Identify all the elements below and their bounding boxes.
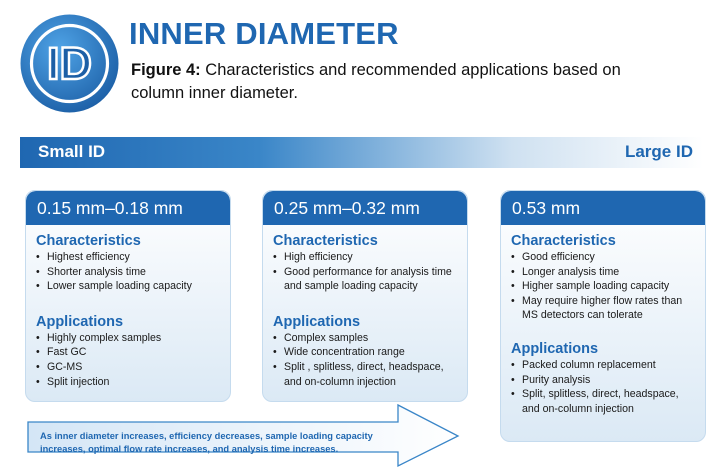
list-item: • Highest efficiency	[36, 250, 220, 265]
applications-list	[273, 331, 457, 389]
list-item: • Split , splitless, direct, headspace, and on-column injection	[273, 360, 457, 389]
list-item: • Split, splitless, direct, headspace, and on-column injection	[511, 387, 695, 416]
card-large-id	[500, 190, 706, 442]
list-item: • Lower sample loading capacity	[36, 279, 220, 294]
id-logo-graphic	[18, 12, 121, 115]
logo-letters: ID	[47, 38, 92, 89]
list-item: • GC-MS	[36, 360, 220, 375]
applications-list	[36, 331, 220, 389]
figure-caption	[131, 59, 671, 105]
list-item: • Complex samples	[273, 331, 457, 346]
id-logo	[18, 12, 121, 115]
arrow-caption: As inner diameter increases, efficiency decreases, sample loading capacity increases, optimal flow rate increases, and analysis time increases.	[40, 431, 373, 454]
caption-text: Characteristics and recommended applications based on column inner diameter.	[131, 61, 621, 102]
list-item: • High efficiency	[273, 250, 457, 265]
list-item: • Highly complex samples	[36, 331, 220, 346]
characteristics-heading: Characteristics	[273, 233, 378, 249]
characteristics-list	[36, 250, 220, 294]
characteristics-list	[511, 250, 695, 323]
card-range-header: 0.25 mm–0.32 mm	[263, 191, 467, 225]
list-item: • Packed column replacement	[511, 358, 695, 373]
caption-figure-label: Figure 4:	[131, 61, 201, 79]
list-item: • May require higher flow rates than MS detectors can tolerate	[511, 294, 695, 323]
page-title: INNER DIAMETER	[129, 16, 399, 51]
applications-heading: Applications	[273, 313, 361, 330]
list-item: • Good performance for analysis time and sample loading capacity	[273, 265, 457, 294]
list-item: • Wide concentration range	[273, 345, 457, 360]
characteristics-heading: Characteristics	[36, 233, 141, 249]
list-item: • Split injection	[36, 375, 220, 390]
list-item: • Fast GC	[36, 345, 220, 360]
list-item: • Higher sample loading capacity	[511, 279, 695, 294]
list-item: • Purity analysis	[511, 373, 695, 388]
characteristics-heading: Characteristics	[511, 233, 616, 249]
list-item: • Good efficiency	[511, 250, 695, 265]
applications-heading: Applications	[36, 313, 124, 330]
card-small-id	[25, 190, 231, 402]
card-medium-id	[262, 190, 468, 402]
large-id-label: Large ID	[624, 142, 693, 161]
characteristics-list	[273, 250, 457, 294]
small-id-label: Small ID	[38, 142, 106, 161]
card-range-header: 0.15 mm–0.18 mm	[26, 191, 230, 225]
id-scale-bar	[20, 137, 703, 168]
list-item: • Longer analysis time	[511, 265, 695, 280]
applications-list	[511, 358, 695, 416]
list-item: • Shorter analysis time	[36, 265, 220, 280]
applications-heading: Applications	[511, 340, 599, 357]
card-range-header: 0.53 mm	[501, 191, 705, 225]
